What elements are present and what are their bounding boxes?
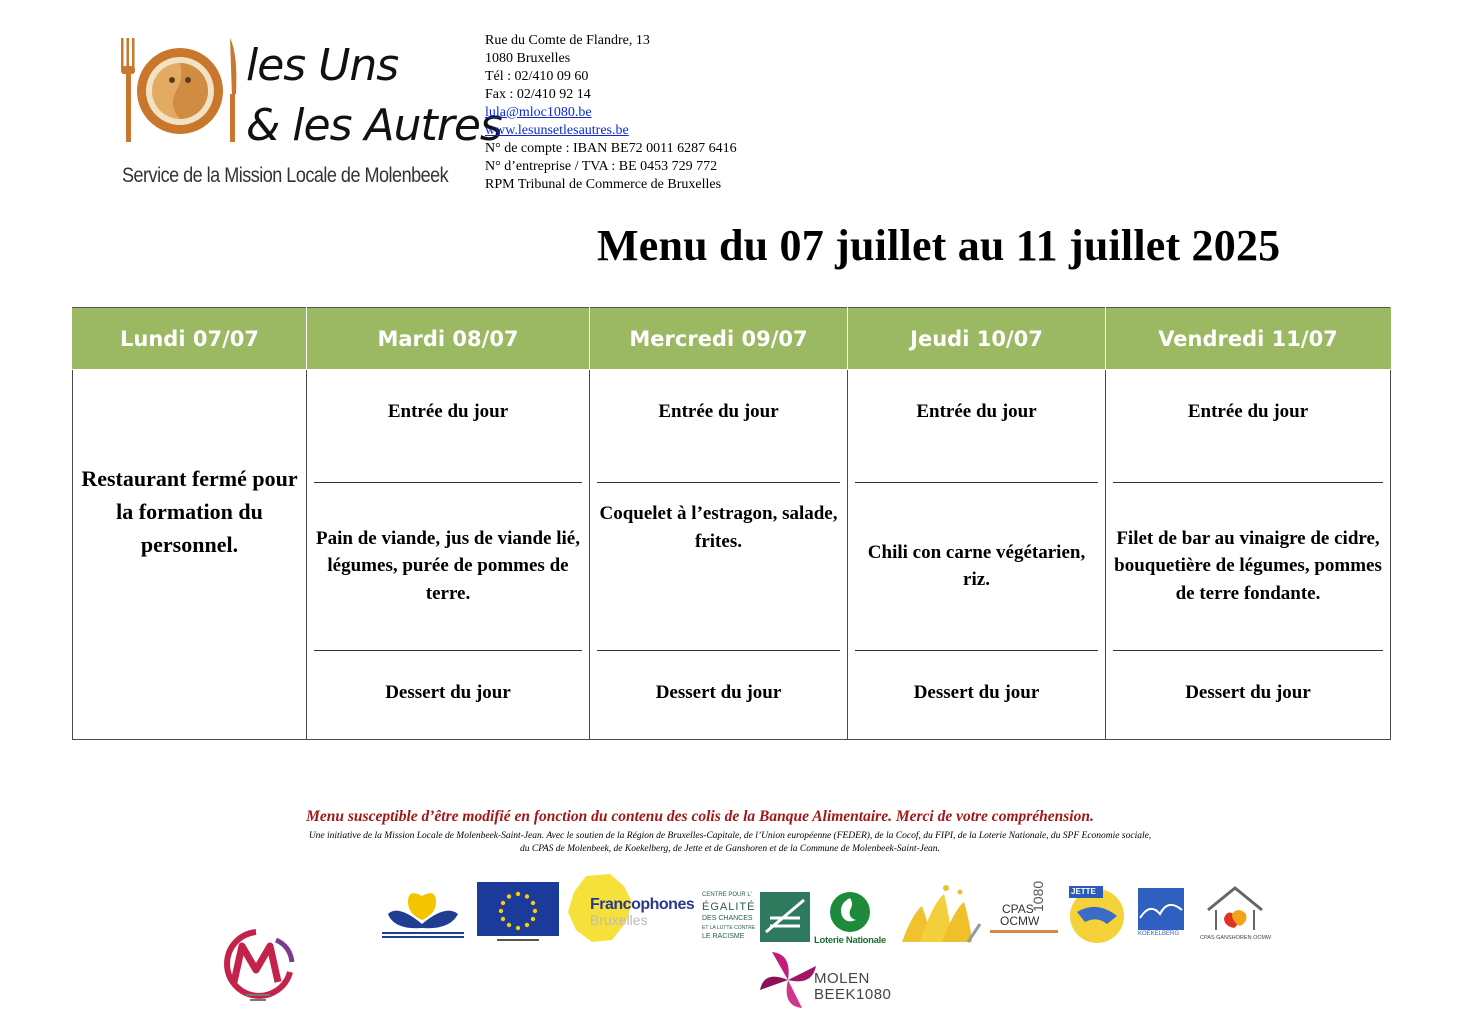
divider — [1113, 650, 1383, 651]
day-header-wednesday: Mercredi 09/07 — [590, 308, 848, 370]
day-header-tuesday: Mardi 08/07 — [307, 308, 590, 370]
main-dish: Filet de bar au vinaigre de cidre, bouquetière de légumes, pommes de terre fondante. — [1114, 527, 1382, 604]
divider — [597, 650, 840, 651]
address-tel: Tél : 02/410 09 60 — [485, 69, 589, 84]
iris-icon — [378, 884, 468, 940]
day-header-friday: Vendredi 11/07 — [1106, 308, 1391, 370]
dessert-label: Dessert du jour — [1185, 682, 1311, 703]
main-dish: Pain de viande, jus de viande lié, légumes, purée de pommes de terre. — [316, 527, 580, 604]
closed-notice: Restaurant fermé pour la formation du personnel. — [81, 466, 298, 557]
dessert-label: Dessert du jour — [385, 682, 511, 703]
address-company: N° d’entreprise / TVA : BE 0453 729 772 — [485, 159, 718, 174]
day-cell-monday — [73, 370, 307, 740]
francophones-bruxelles-logo — [566, 872, 698, 946]
credits — [230, 830, 1230, 856]
francophones-label: Francophones — [590, 896, 695, 913]
entree-label: Entrée du jour — [387, 401, 509, 422]
menu-header-row — [73, 308, 1391, 370]
brand-subtitle: Service de la Mission Locale de Molenbeek — [122, 164, 449, 187]
egalite-line-4: ET LA LUTTE CONTRE — [702, 925, 756, 931]
day-header-monday: Lundi 07/07 — [73, 308, 307, 370]
cpas-code: 1080 — [1030, 880, 1046, 912]
mission-locale-m-icon — [216, 926, 298, 1006]
credit-line-1: Une initiative de la Mission Locale de Molenbeek-Saint-Jean. Avec le soutien de la Région de Bruxelles-Capitale, de l’Union européenne (FEDER), de la Cocof, du FIPI, de la Loterie Nationale, du SPF Economie sociale, — [308, 831, 1152, 841]
egalite-line-5: LE RACISME — [702, 933, 745, 940]
loterie-nationale-logo — [810, 890, 890, 948]
egalite-line-2: ÉGALITÉ — [702, 901, 756, 913]
address-street: Rue du Comte de Flandre, 13 — [485, 33, 650, 48]
entree-label: Entrée du jour — [658, 401, 779, 422]
main-dish: Chili con carne végétarien, riz. — [867, 541, 1086, 590]
day-header-thursday: Jeudi 10/07 — [848, 308, 1106, 370]
clover-icon — [828, 890, 872, 934]
loterie-label: Loterie Nationale — [814, 935, 886, 946]
ocmw-label: OCMW — [1000, 914, 1040, 928]
ganshoren-label: CPAS GANSHOREN OCMW — [1200, 935, 1272, 941]
disclaimer-note: Menu susceptible d’être modifié en fonction du contenu des colis de la Banque Alimentaire. Merci de votre compréhension. — [306, 808, 1094, 825]
jette-cpas-logo — [1067, 884, 1127, 946]
page-title: Menu du 07 juillet au 11 juillet 2025 — [597, 221, 1281, 270]
day-cell-thursday — [848, 370, 1106, 740]
menu-body-row — [73, 370, 1391, 740]
bruxelles-label: Bruxelles — [590, 912, 648, 928]
eu-logo — [477, 882, 559, 944]
koekelberg-logo — [1138, 888, 1184, 940]
egalite-line-3: DES CHANCES — [702, 915, 753, 922]
day-cell-friday — [1106, 370, 1391, 740]
main-dish: Coquelet à l’estragon, salade, frites. — [599, 503, 838, 552]
molenbeek-1080-logo — [758, 948, 898, 1012]
divider — [314, 650, 582, 651]
brand-logo — [118, 34, 502, 199]
dessert-label: Dessert du jour — [913, 682, 1040, 703]
divider — [855, 650, 1098, 651]
equality-icon — [760, 892, 810, 942]
brand-line-2: & les Autres — [246, 100, 502, 151]
address-block — [485, 32, 737, 194]
jette-label: JETTE — [1071, 887, 1096, 896]
cpas-bar — [990, 930, 1058, 933]
day-cell-tuesday — [307, 370, 590, 740]
address-rpm: RPM Tribunal de Commerce de Bruxelles — [485, 177, 722, 192]
house-hearts-icon — [1200, 884, 1270, 934]
molenbeek-line-1: MOLEN — [814, 970, 870, 987]
cpas-ocmw-logo — [990, 880, 1060, 942]
egalite-line-1: CENTRE POUR L' — [702, 892, 752, 898]
menu-table — [72, 307, 1391, 740]
ganshoren-logo — [1200, 884, 1270, 944]
wheat-icon — [898, 884, 984, 944]
fork-plate-knife-icon — [118, 34, 243, 159]
address-account: N° de compte : IBAN BE72 0011 6287 6416 — [485, 141, 737, 156]
address-fax: Fax : 02/410 92 14 — [485, 87, 591, 102]
website-link[interactable]: www.lesunsetlesautres.be — [485, 123, 629, 138]
credit-line-2: du CPAS de Molenbeek, de Koekelberg, de Jette et de Ganshoren et de la Commune de Molenbeek-Saint-Jean. — [520, 844, 940, 854]
egalite-chances-logo — [702, 892, 810, 944]
wheat-logo — [898, 884, 984, 944]
koekelberg-label: KOEKELBERG — [1138, 931, 1180, 937]
pinwheel-icon — [758, 948, 818, 1012]
mission-locale-logo — [216, 926, 298, 1006]
entree-label: Entrée du jour — [916, 401, 1037, 422]
dessert-label: Dessert du jour — [655, 682, 782, 703]
cpas-label: CPAS — [1002, 902, 1034, 916]
brand-line-1: les Uns — [246, 40, 399, 91]
email-link[interactable]: lula@mloc1080.be — [485, 105, 592, 120]
day-cell-wednesday — [590, 370, 848, 740]
koekelberg-icon — [1138, 888, 1184, 930]
entree-label: Entrée du jour — [1187, 401, 1309, 422]
region-bruxelles-logo — [378, 884, 468, 940]
address-city: 1080 Bruxelles — [485, 51, 571, 66]
eu-flag-icon — [477, 882, 559, 944]
molenbeek-line-2: BEEK1080 — [814, 986, 892, 1003]
